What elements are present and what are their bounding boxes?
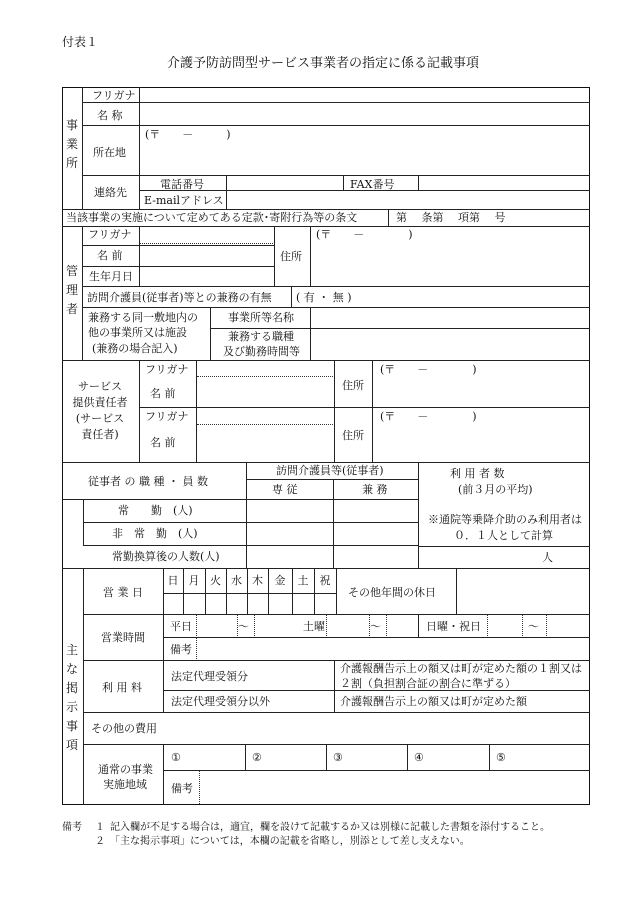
other-office-line2: 他の事業所又は施設 (88, 326, 187, 339)
office-section-label: 事 業 所 (65, 118, 78, 170)
staff-header: 従事者 の 職 種 ・ 員 数 (88, 475, 208, 488)
hours-label: 営業時間 (101, 631, 145, 644)
provider2-furigana: フリガナ (145, 410, 189, 423)
articles-label: 当該事業の実施について定めてある定款･寄附行為等の条文 (66, 211, 358, 224)
users-title: 利 用 者 数 (450, 467, 505, 480)
statutory-desc-1: 介護報酬告示上の額又は町が定めた額の１割又は (340, 662, 582, 675)
footnote-2: 「主な掲示事項」については，本欄の記載を省略し，別添として差し支えない。 (110, 836, 470, 847)
service-area-line1: 通常の事業 (98, 763, 153, 776)
fte-label: 常勤換算後の人数(人) (112, 550, 220, 563)
concurrent-label: 兼 務 (362, 483, 388, 496)
provider1-postal: (〒 － ) (380, 363, 477, 376)
provider1-name: 名 前 (150, 387, 176, 400)
users-note-2: ０．１人として計算 (454, 529, 553, 542)
users-sub: (前３月の平均) (458, 483, 533, 496)
manager-concurrent-value: ( 有 ・ 無 ) (296, 291, 352, 304)
nonregular-label: 非 常 勤 (人) (112, 527, 198, 540)
area-4: ④ (414, 751, 424, 764)
day-holiday: 祝 (319, 574, 331, 587)
day-fri: 金 (274, 574, 286, 587)
weekday-tilde: ～ (238, 620, 249, 633)
office-name-label: 名 称 (97, 109, 123, 122)
hours-remarks-label: 備考 (170, 643, 192, 656)
other-office-line3: (兼務の場合記入) (92, 342, 178, 355)
duty-line2: 及び勤務時間等 (223, 345, 300, 358)
articles-value: 第 条第 項第 号 (396, 211, 506, 224)
footnote-1-num: １ (95, 822, 105, 833)
day-sat: 土 (297, 574, 309, 587)
facility-name-label: 事業所等名称 (228, 311, 294, 324)
non-statutory-label: 法定代理受領分以外 (171, 695, 270, 708)
office-postal: (〒 － ) (145, 128, 231, 141)
office-email-label: E-mailアドレス (144, 194, 224, 207)
day-sun: 日 (167, 574, 179, 587)
posting-section-label: 主 な 掲 示 事 項 (65, 643, 78, 752)
day-tue: 火 (210, 574, 221, 587)
manager-concurrent-label: 訪問介護員(従事者)等との兼務の有無 (87, 291, 272, 304)
sunday-tilde: ～ (528, 620, 539, 633)
manager-birth-label: 生年月日 (89, 270, 133, 283)
form-id: 付表１ (62, 35, 99, 49)
home-helper-label: 訪問介護員等(従事者) (276, 464, 384, 477)
holidays-label: その他年間の休日 (348, 586, 436, 599)
saturday-label: 土曜 (303, 620, 325, 633)
area-2: ② (252, 751, 262, 764)
sunday-label: 日曜・祝日 (426, 620, 481, 633)
provider-title-1: サービス (78, 380, 122, 393)
manager-address-label: 住所 (280, 250, 302, 263)
fee-label: 利 用 料 (102, 681, 142, 694)
non-statutory-desc: 介護報酬告示上の額又は町が定めた額 (340, 695, 527, 708)
office-phone-label: 電話番号 (160, 178, 204, 191)
office-contact-label: 連絡先 (94, 186, 127, 199)
area-3: ③ (333, 751, 343, 764)
manager-furigana-label: フリガナ (88, 228, 132, 241)
other-costs-label: その他の費用 (91, 722, 157, 735)
area-remarks-label: 備考 (171, 782, 193, 795)
office-address-label: 所在地 (93, 146, 126, 159)
provider-title-4: 責任者) (81, 428, 119, 441)
service-area-line2: 実施地域 (103, 778, 147, 791)
users-note-1: ※通院等乗降介助のみ利用者は (428, 513, 582, 526)
manager-postal: (〒 － ) (316, 228, 413, 241)
provider-title-2: 提供責任者 (72, 396, 128, 409)
provider-title-3: (サービス (75, 412, 125, 425)
saturday-tilde: ～ (370, 620, 381, 633)
office-fax-label: FAX番号 (350, 178, 395, 191)
provider2-address: 住所 (342, 429, 364, 442)
footnote-2-num: ２ (95, 836, 105, 847)
area-5: ⑤ (496, 751, 506, 764)
statutory-label: 法定代理受領分 (171, 670, 248, 683)
office-furigana-label: フリガナ (92, 89, 136, 102)
full-time-label: 専 従 (272, 483, 298, 496)
day-wed: 水 (231, 574, 242, 587)
manager-section-label: 管 理 者 (65, 264, 78, 316)
day-thu: 木 (252, 574, 263, 587)
day-mon: 月 (188, 574, 200, 587)
duty-line1: 兼務する職種 (228, 330, 294, 343)
business-days-label: 営 業 日 (103, 586, 143, 599)
users-unit: 人 (542, 551, 553, 564)
statutory-desc-2: ２割（負担割合証の割合に準ずる） (340, 677, 516, 690)
weekday-label: 平日 (170, 620, 192, 633)
area-1: ① (171, 751, 181, 764)
other-office-line1: 兼務する同一敷地内の (88, 311, 198, 324)
provider2-postal: (〒 － ) (380, 410, 477, 423)
footnote-1: 記入欄が不足する場合は，適宜，欄を設けて記載するか又は別様に記載した書類を添付すること。 (110, 822, 550, 833)
provider2-name: 名 前 (150, 436, 176, 449)
provider1-address: 住所 (342, 379, 364, 392)
regular-label: 常 勤 (人) (118, 504, 193, 517)
manager-name-label: 名 前 (97, 249, 123, 262)
provider1-furigana: フリガナ (145, 363, 189, 376)
page-title: 介護予防訪問型サービス事業者の指定に係る記載事項 (167, 56, 480, 71)
footnote-prefix: 備考 (62, 822, 82, 833)
